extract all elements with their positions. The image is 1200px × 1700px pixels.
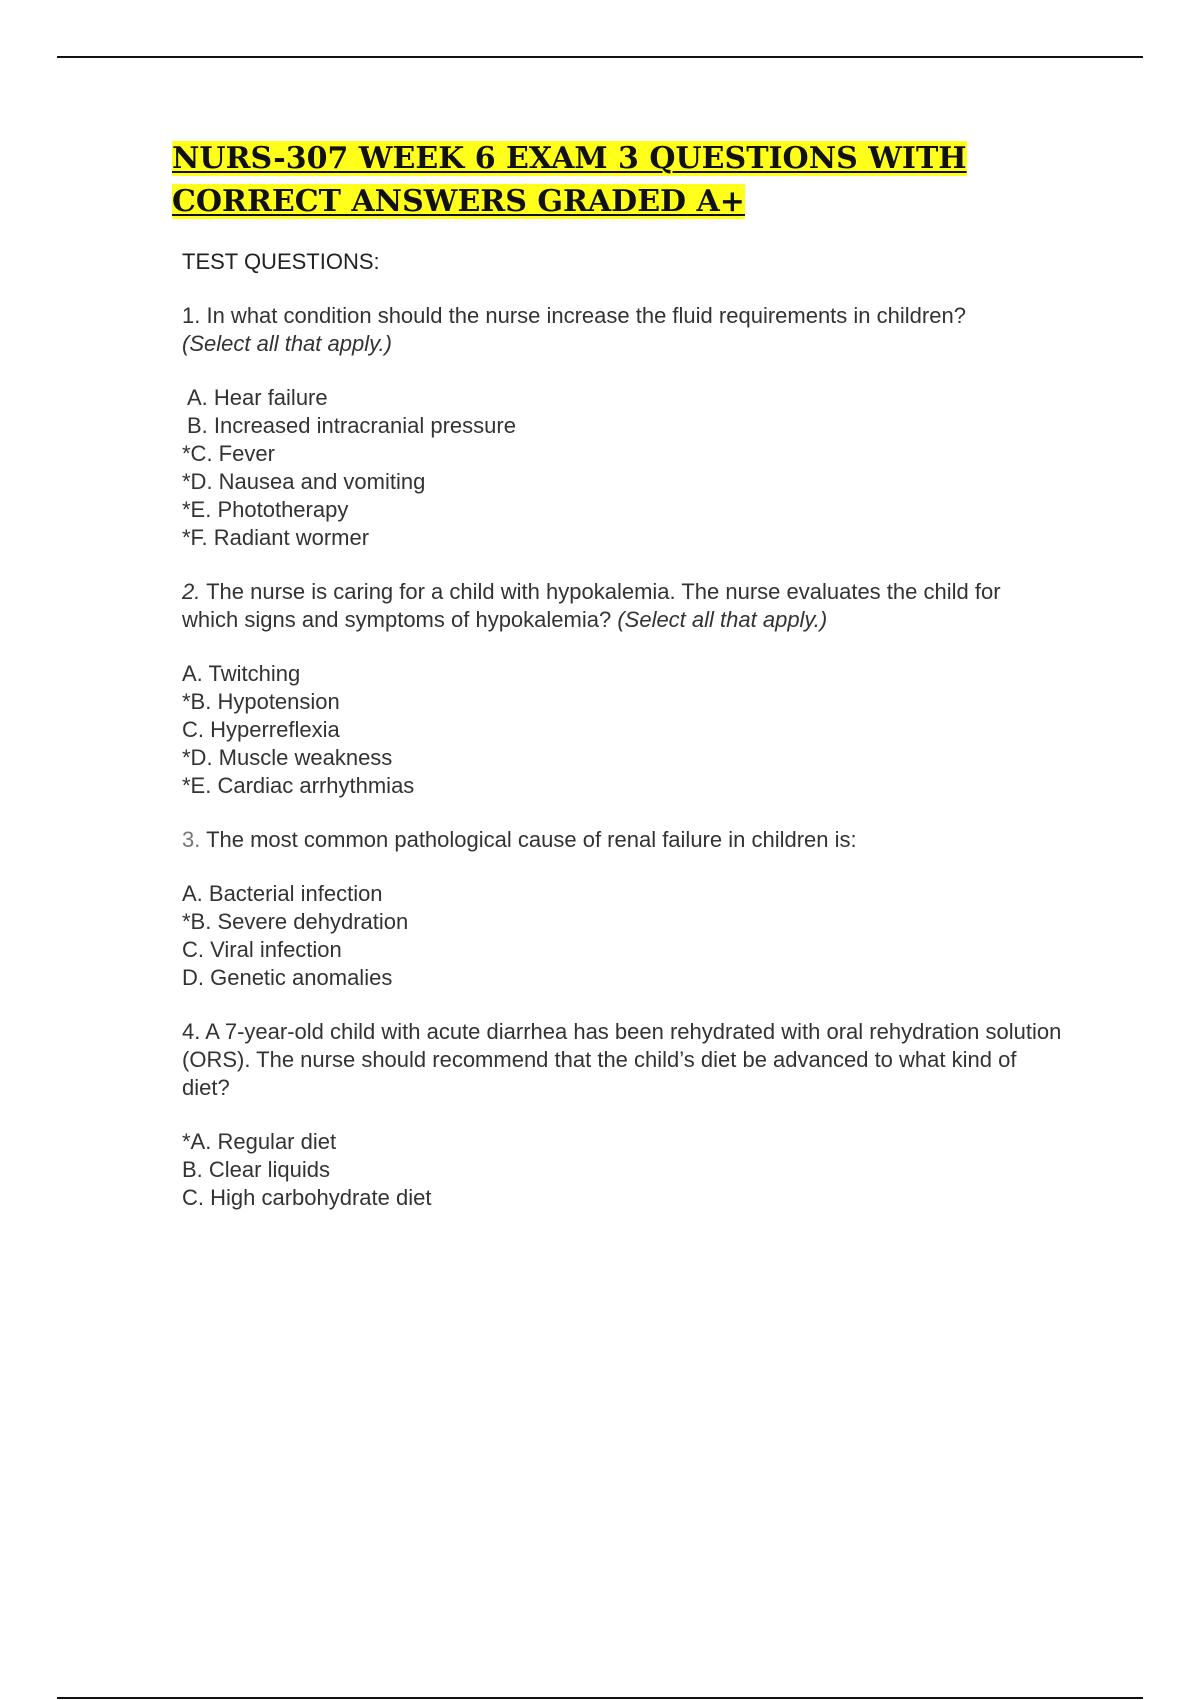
option-item: A. Twitching — [182, 661, 301, 686]
question-3-options — [182, 880, 1062, 992]
option-item: *B. Hypotension — [182, 689, 340, 714]
option-item: C. Hyperreflexia — [182, 717, 340, 742]
section-label: TEST QUESTIONS: — [182, 249, 380, 274]
option-item: B. Clear liquids — [182, 1157, 330, 1182]
question-number: 2. — [182, 579, 201, 604]
question-1 — [182, 302, 1062, 358]
question-number: 4. — [182, 1019, 201, 1044]
question-2-options — [182, 660, 1062, 800]
question-number: 1. — [182, 303, 201, 328]
document-title — [172, 137, 992, 223]
option-item: C. Viral infection — [182, 937, 342, 962]
question-text: A 7-year-old child with acute diarrhea has been rehydrated with oral rehydration solution (ORS). The nurse should recommend that the child’s diet be advanced to what kind of diet? — [182, 1019, 1062, 1100]
question-3 — [182, 826, 1062, 854]
question-1-options — [182, 384, 1062, 552]
option-item: A. Bacterial infection — [182, 881, 383, 906]
document-body — [182, 248, 1062, 1238]
question-note: (Select all that apply.) — [617, 607, 828, 632]
question-note: (Select all that apply.) — [182, 331, 392, 356]
question-text: In what condition should the nurse increase the fluid requirements in children? — [200, 303, 966, 328]
option-item: *A. Regular diet — [182, 1129, 337, 1154]
top-rule — [57, 56, 1143, 58]
option-item: *B. Severe dehydration — [182, 909, 409, 934]
option-item: *F. Radiant wormer — [182, 525, 370, 550]
option-item: *D. Muscle weakness — [182, 745, 393, 770]
question-number: 3. — [182, 827, 201, 852]
option-item: D. Genetic anomalies — [182, 965, 393, 990]
option-item: *C. Fever — [182, 441, 275, 466]
option-item: A. Hear failure — [187, 385, 328, 410]
option-item: *D. Nausea and vomiting — [182, 469, 426, 494]
title-line-1: NURS-307 WEEK 6 EXAM 3 QUESTIONS WITH — [172, 141, 967, 176]
question-text: The most common pathological cause of renal failure in children is: — [200, 827, 857, 852]
question-2 — [182, 578, 1062, 634]
option-item: B. Increased intracranial pressure — [187, 413, 516, 438]
question-4 — [182, 1018, 1062, 1102]
question-text: The nurse is caring for a child with hypokalemia. The nurse evaluates the child for which signs and symptoms of hypokalemia? — [182, 579, 1001, 632]
option-item: C. High carbohydrate diet — [182, 1185, 432, 1210]
title-line-2: CORRECT ANSWERS GRADED A+ — [172, 184, 745, 219]
question-4-options — [182, 1128, 1062, 1212]
option-item: *E. Phototherapy — [182, 497, 349, 522]
option-item: *E. Cardiac arrhythmias — [182, 773, 415, 798]
bottom-rule — [57, 1697, 1143, 1699]
